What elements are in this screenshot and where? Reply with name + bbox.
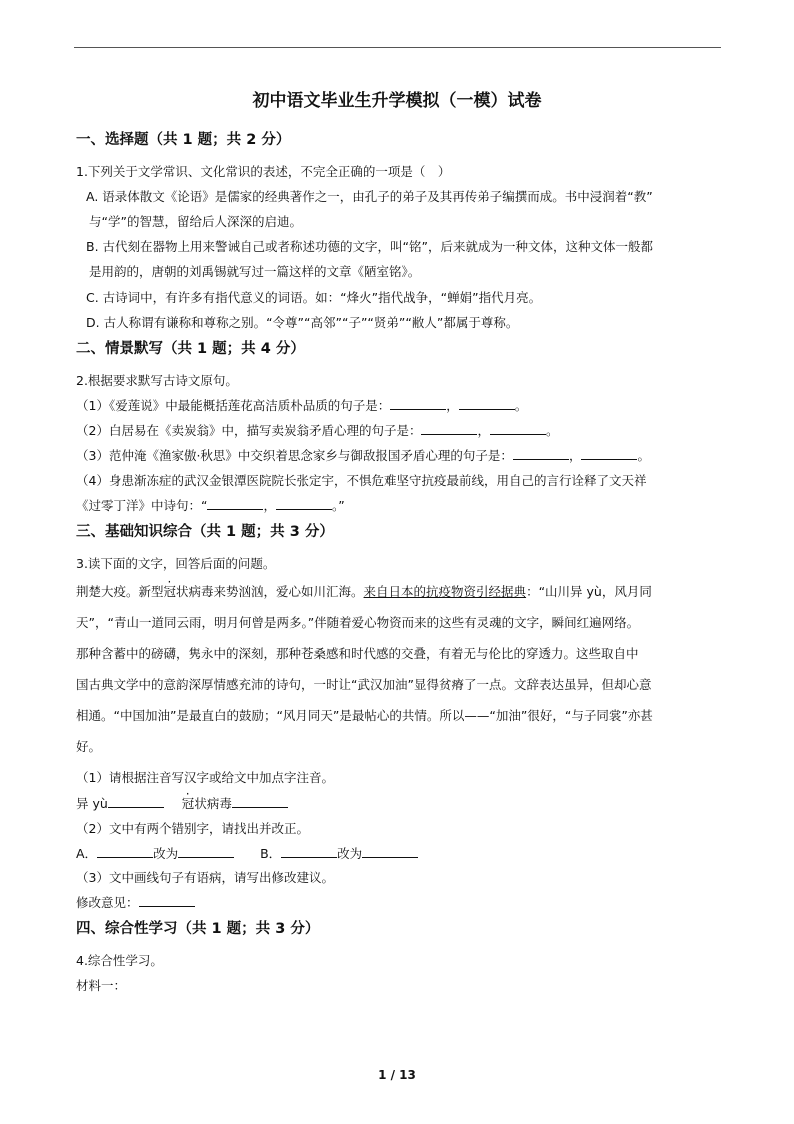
q2-sub4-text: 《过零丁洋》中诗句：“ [76, 498, 208, 513]
guan-label: 状病毒 [194, 796, 232, 811]
dotted-char: 冠 [163, 584, 177, 599]
answer-blank[interactable] [232, 795, 288, 808]
period: 。 [514, 398, 528, 413]
q2-sub1-text: （1）《爱莲说》中最能概括莲花高洁质朴品质的句子是： [76, 398, 391, 413]
passage-text: 状病毒来势汹汹，爱心如川汇海。 [176, 584, 364, 599]
answer-blank[interactable] [97, 845, 153, 858]
comma: ， [477, 423, 490, 438]
answer-blank[interactable] [281, 845, 337, 858]
q2-sub2 [76, 421, 559, 439]
q3-passage-line5: 相通。“中国加油”是最直白的鼓励；“风月同天”是最帖心的共情。所以——“加油”很好，“与子同裳”亦甚 [76, 708, 653, 723]
q3-passage-line2: 天”，“青山一道同云雨，明月何曾是两多。”伴随着爱心物资而来的这些有灵魂的文字，瞬间红遍网络。 [76, 615, 640, 630]
q1-option-a-line1: A. 语录体散文《论语》是儒家的经典著作之一，由孔子的弟子及其再传弟子编撰而成。书中浸润着“教” [86, 189, 653, 204]
q3-sub3-answer [76, 893, 195, 911]
section-heading-4: 四、综合性学习（共 1 题；共 3 分） [76, 921, 320, 937]
q3-sub1: （1）请根据注音写汉字或给文中加点字注音。 [76, 770, 334, 785]
comma: ， [263, 498, 276, 513]
section-heading-2: 二、情景默写（共 1 题；共 4 分） [76, 341, 305, 357]
gaiwei-label: 改为 [153, 846, 179, 861]
answer-blank[interactable] [139, 894, 195, 907]
q3-sub2-answers [76, 844, 418, 862]
q4-stem: 4.综合性学习。 [76, 953, 163, 968]
section-heading-1: 一、选择题（共 1 题；共 2 分） [76, 132, 291, 148]
answer-blank[interactable] [207, 497, 263, 510]
q3-passage-line6: 好。 [76, 739, 102, 754]
comma: ， [446, 398, 459, 413]
q3-sub2: （2）文中有两个错别字，请找出并改正。 [76, 821, 309, 836]
q2-sub4-line2 [76, 496, 345, 514]
answer-blank[interactable] [490, 422, 546, 435]
answer-blank[interactable] [108, 795, 164, 808]
answer-blank[interactable] [421, 422, 477, 435]
gaiwei-label: 改为 [337, 846, 363, 861]
q2-sub2-text: （2）白居易在《卖炭翁》中，描写卖炭翁矛盾心理的句子是： [76, 423, 422, 438]
q3-sub3: （3）文中画线句子有语病，请写出修改建议。 [76, 870, 334, 885]
q3-stem: 3.读下面的文字，回答后面的问题。 [76, 556, 276, 571]
q1-option-d: D. 古人称谓有谦称和尊称之别。“令尊”“高邻”“子”“贤弟”“敝人”都属于尊称。 [86, 315, 519, 330]
answer-blank[interactable] [513, 447, 569, 460]
q2-sub3-text: （3）范仲淹《渔家傲·秋思》中交织着思念家乡与御敌报国矛盾心理的句子是： [76, 448, 513, 463]
page-title: 初中语文毕业生升学模拟（一模）试卷 [252, 91, 542, 111]
passage-text: 荆楚大疫。新型 [76, 584, 164, 599]
q4-material: 材料一： [76, 978, 127, 993]
passage-text: ：“山川异 yù，风月同 [526, 584, 652, 599]
header-rule [74, 47, 721, 48]
comma: ， [568, 448, 582, 463]
pinyin-yu: 异 yù [76, 796, 108, 811]
revision-label: 修改意见： [76, 895, 139, 910]
q1-option-b-line2: 是用韵的，唐朝的刘禹锡就写过一篇这样的文章《陋室铭》。 [89, 264, 421, 279]
answer-blank[interactable] [390, 397, 446, 410]
q3-sub1-answers [76, 794, 288, 812]
period: 。 [545, 423, 559, 438]
q2-sub1 [76, 396, 527, 414]
dotted-char: 冠 [181, 796, 195, 811]
q1-stem: 1.下列关于文学常识、文化常识的表述，不完全正确的一项是（ ） [76, 164, 451, 179]
answer-blank[interactable] [459, 397, 515, 410]
q3-passage-line3: 那种含蓄中的磅礴，隽永中的深刻，那种苍桑感和时代感的交叠，有着无与伦比的穿透力。这些取自中 [76, 646, 639, 661]
q2-sub3 [76, 446, 650, 464]
underlined-sentence: 来自日本的抗疫物资引经据典 [363, 584, 527, 599]
q1-option-a-line2: 与“学”的智慧，留给后人深深的启迪。 [89, 214, 302, 229]
answer-blank[interactable] [362, 845, 418, 858]
q2-stem: 2.根据要求默写古诗文原句。 [76, 373, 238, 388]
answer-blank[interactable] [178, 845, 234, 858]
answer-blank[interactable] [276, 497, 332, 510]
q2-sub4-line1: （4）身患渐冻症的武汉金银潭医院院长张定宇，不惧危难坚守抗疫最前线，用自己的言行诠释了文天祥 [76, 473, 647, 488]
q1-option-b-line1: B. 古代刻在器物上用来警诫自己或者称述功德的文字，叫“铭”，后来就成为一种文体，这种文体一般都 [86, 239, 653, 254]
section-heading-3: 三、基础知识综合（共 1 题；共 3 分） [76, 524, 334, 540]
answer-blank[interactable] [581, 447, 637, 460]
page-number: 1 / 13 [378, 1068, 416, 1082]
q3-passage-line4: 国古典文学中的意韵深厚情感充沛的诗句，一时让“武汉加油”显得贫瘠了一点。文辞表达虽异，但却心意 [76, 677, 652, 692]
close-quote: 。” [332, 498, 345, 513]
option-a-label: A． [76, 846, 98, 861]
option-b-label: B． [260, 846, 282, 861]
period: 。 [637, 448, 650, 463]
q1-option-c: C. 古诗词中，有许多有指代意义的词语。如：“烽火”指代战争，“蝉娟”指代月亮。 [86, 290, 542, 305]
q3-passage-line1 [76, 582, 652, 600]
